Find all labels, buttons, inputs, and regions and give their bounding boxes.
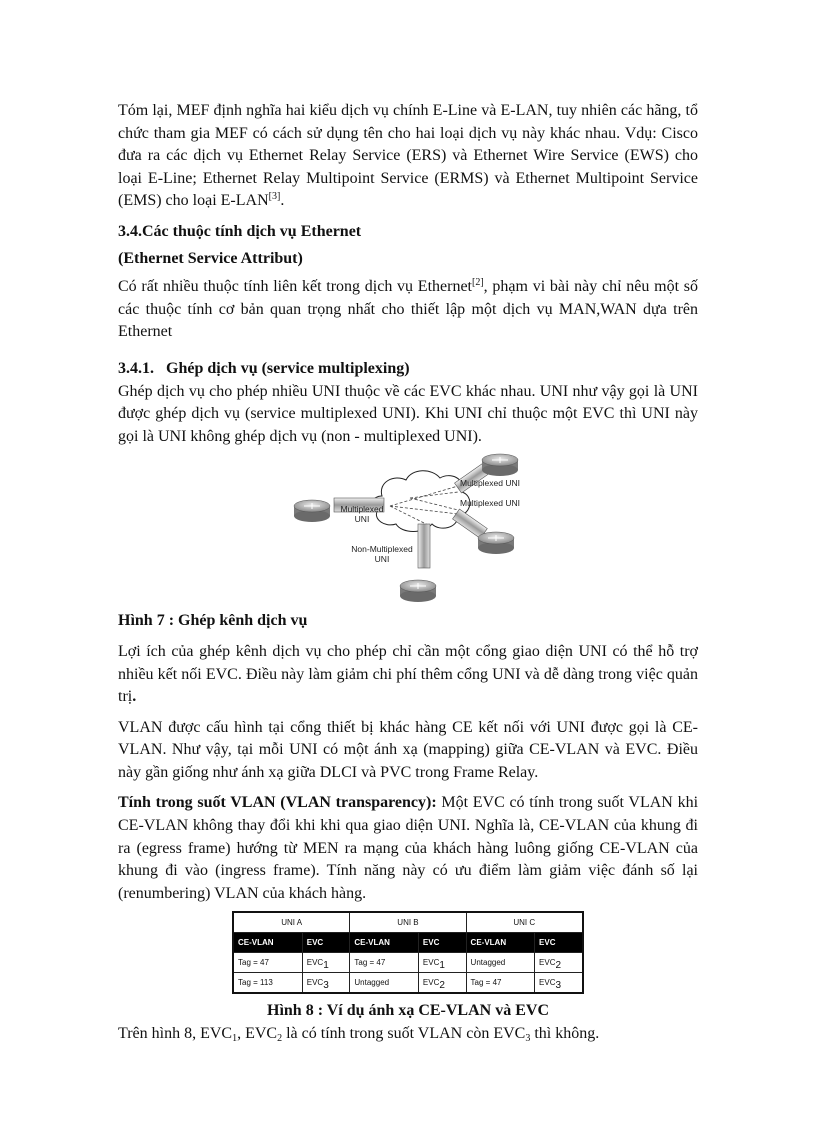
router-icon: [294, 500, 330, 522]
label-line: Multiplexed: [340, 504, 384, 515]
table-row: [233, 953, 583, 973]
table-cell: Tag = 113: [233, 973, 302, 994]
label-line: UNI: [354, 514, 370, 525]
label-multiplexed-uni-left: [336, 504, 388, 524]
paragraph-text: là có tính trong suốt VLAN còn EVC: [282, 1025, 526, 1043]
paragraph-text: Trên hình 8, EVC: [118, 1025, 233, 1043]
paragraph-text: Lợi ích của ghép kênh dịch vụ cho phép chỉ cần một cổng giao diện UNI có thể hỗ trợ nhiều kết nối EVC. Điều này làm giảm chi phí thêm cổng UNI và dễ dàng trong việc quản trị: [118, 642, 698, 706]
cell-subscript: 1: [323, 960, 329, 972]
cell-subscript: 2: [555, 960, 562, 972]
cell-text: EVC: [422, 958, 440, 968]
paragraph-mef-summary: [118, 100, 698, 213]
table-cell: [535, 953, 583, 973]
paragraph-figure-8-note: [118, 1023, 698, 1046]
table-cell: Tag = 47: [233, 953, 302, 973]
figure-7-caption: Hình 7 : Ghép kênh dịch vụ: [118, 612, 308, 630]
paragraph-text: Một EVC có tính trong suốt VLAN khi CE-VLAN không thay đổi khi khi qua giao diện UNI. Nghĩa là, CE-VLAN của khung đi ra (egress frame) hướng từ MEN ra mạng của khách hàng luông giống CE-VLAN của khung đi vào (ingress frame). Tính năng này có ưu điểm làm giảm việc đánh số lại (renumbering) VLAN của khách hàng.: [118, 794, 699, 902]
network-diagram: [290, 452, 530, 604]
cell-text: EVC: [306, 958, 324, 968]
table-row: [233, 973, 583, 994]
table-cell: Tag = 47: [466, 973, 534, 994]
cell-subscript: 1: [439, 960, 445, 972]
paragraph-text: , phạm vi bài này chỉ nêu một số các thuộc tính cơ bản quan trọng nhất cho thiết lập một dịch vụ MAN,WAN dựa trên Ethernet: [118, 278, 699, 341]
figure-service-multiplexing: [118, 452, 698, 604]
router-icon: [400, 580, 436, 602]
document-page: [118, 100, 698, 1046]
uni-header: UNI A: [233, 912, 350, 933]
paragraph-vlan-transparency: [118, 792, 698, 905]
paragraph-ce-vlan: VLAN được cấu hình tại cổng thiết bị khác hàng CE kết nối với UNI được gọi là CE-VLAN. Như vậy, tại mỗi UNI có một ánh xạ (mapping) giữa CE-VLAN và EVC. Điều này gần giống như ánh xạ giữa DLCI và PVC trong Frame Relay.: [118, 718, 698, 781]
subsection-heading: 3.4.1. Ghép dịch vụ (service multiplexing): [118, 359, 410, 377]
paragraph-end-mark: .: [132, 688, 137, 706]
paragraph-text: .: [280, 192, 285, 210]
column-header: CE-VLAN: [466, 933, 534, 953]
subscript: 2: [277, 1033, 283, 1045]
table-uni-header-row: [233, 912, 583, 933]
paragraph-text: Có rất nhiều thuộc tính liên kết trong dịch vụ Ethernet: [118, 278, 472, 296]
cell-text: EVC: [539, 978, 556, 988]
paragraph-text: , EVC: [237, 1025, 278, 1043]
table-cell: Untagged: [350, 973, 418, 994]
paragraph-text: Tóm lại, MEF định nghĩa hai kiểu dịch vụ chính E-Line và E-LAN, tuy nhiên các hãng, tổ chức tham gia MEF có cách sử dụng tên cho hai loại dịch vụ này khác nhau. Vdụ: Cisco đưa ra các dịch vụ Ethernet Relay Service (ERS) và Ethernet Wire Service (EWS) cho loại E-Line; Ethernet Relay Multipoint Service (ERMS) và Ethernet Multipoint Service (EMS) cho loại E-LAN: [118, 102, 698, 210]
router-icon: [482, 454, 518, 476]
cell-text: EVC: [539, 958, 556, 968]
figure-8-caption: Hình 8 : Ví dụ ánh xạ CE-VLAN và EVC: [267, 1002, 549, 1020]
cell-text: EVC: [306, 978, 324, 988]
table-cell: [418, 973, 466, 994]
section-heading: 3.4.Các thuộc tính dịch vụ Ethernet: [118, 222, 362, 240]
table-cell: [302, 973, 350, 994]
cell-subscript: 3: [555, 980, 562, 992]
table-cell: [418, 953, 466, 973]
column-header: EVC: [535, 933, 583, 953]
paragraph-service-multiplexing: Ghép dịch vụ cho phép nhiều UNI thuộc về các EVC khác nhau. UNI như vậy gọi là UNI được ghép dịch vụ (service multiplexed UNI). Khi UNI chỉ thuộc một EVC thì UNI này gọi là UNI không ghép dịch vụ (non - multiplexed UNI).: [118, 382, 698, 445]
cell-text: EVC: [422, 978, 440, 988]
cell-subscript: 2: [439, 980, 445, 992]
paragraph-benefits: [118, 641, 698, 709]
label-line: Non-Multiplexed: [351, 544, 413, 555]
section-subheading: (Ethernet Service Attribut): [118, 249, 303, 267]
table-column-header-row: [233, 933, 583, 953]
subscript: 3: [525, 1033, 531, 1045]
subscript: 1: [232, 1033, 238, 1045]
table-cell: Tag = 47: [350, 953, 418, 973]
reference-marker: [2]: [472, 277, 484, 289]
bold-term: Tính trong suốt VLAN (VLAN transparency):: [118, 794, 437, 812]
column-header: EVC: [418, 933, 466, 953]
cell-subscript: 3: [323, 980, 329, 992]
column-header: CE-VLAN: [350, 933, 418, 953]
uni-header: UNI B: [350, 912, 466, 933]
label-multiplexed-uni-top: Multiplexed UNI: [460, 478, 520, 489]
label-line: UNI: [374, 554, 390, 565]
router-icon: [478, 532, 514, 554]
paragraph-text: thì không.: [530, 1025, 600, 1043]
table-cell: [535, 973, 583, 994]
table-cell: [302, 953, 350, 973]
uni-pipe-bottom: [418, 524, 430, 568]
table-cell: Untagged: [466, 953, 534, 973]
label-multiplexed-uni-mid: Multiplexed UNI: [460, 498, 520, 509]
column-header: CE-VLAN: [233, 933, 302, 953]
reference-marker: [3]: [268, 191, 281, 203]
column-header: EVC: [302, 933, 350, 953]
paragraph-attributes: [118, 276, 698, 344]
uni-header: UNI C: [466, 912, 583, 933]
label-non-multiplexed-uni: [346, 544, 418, 564]
ce-vlan-evc-mapping-table: [232, 911, 584, 994]
